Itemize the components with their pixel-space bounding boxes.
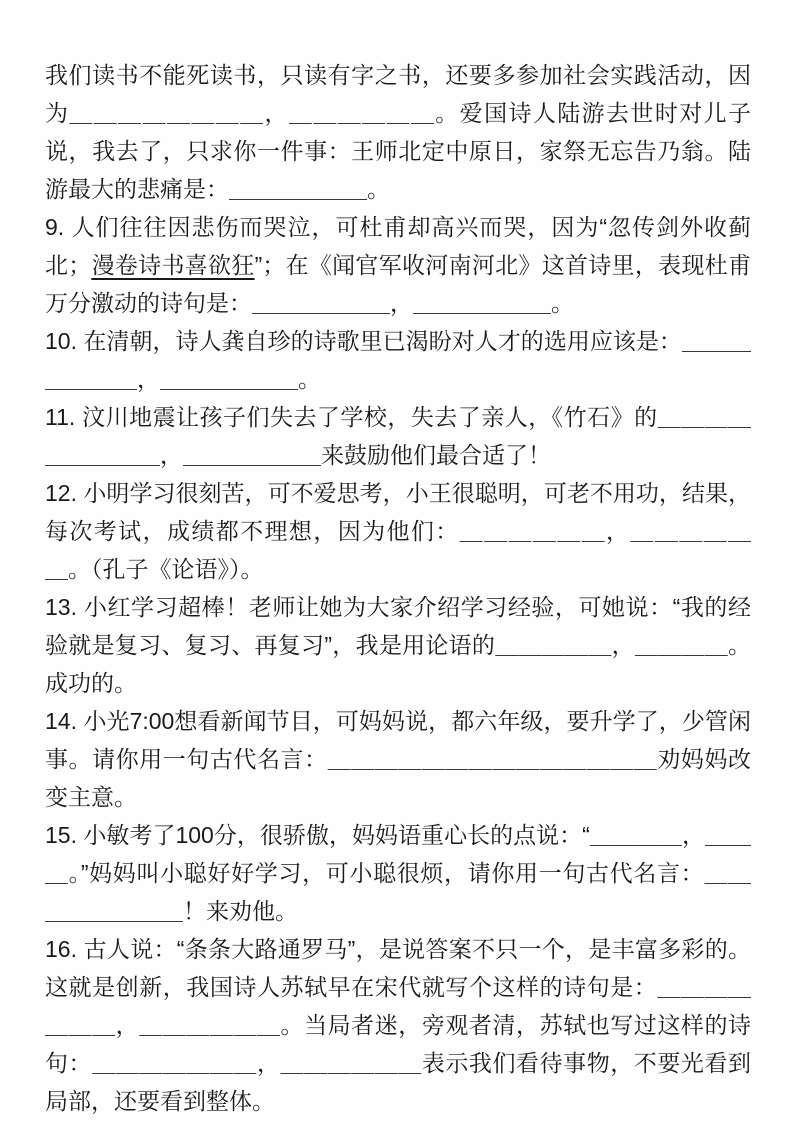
question-paragraph [45,56,751,208]
question-paragraph [45,322,751,398]
question-paragraph [45,588,751,702]
question-paragraph [45,702,751,816]
underlined-phrase: 漫卷诗书喜欲狂 [91,252,255,278]
question-number: 13. [45,594,77,620]
question-text: 古人说：“条条大路通罗马”，是说答案不只一个，是丰富多彩的。这就是创新，我国诗人苏轼早在宋代就写个这样的诗句是：＿＿＿＿＿＿＿，＿＿＿＿＿＿。当局者迷，旁观者清，苏轼也写过这样的诗句：＿＿＿＿＿＿＿，＿＿＿＿＿＿表示我们看待事物，不要光看到局部，还要看到整体。 [45,936,751,1114]
question-text: ”；在《闻官军收河南河北》这首诗里，表现杜甫万分激动的诗句是：＿＿＿＿＿＿，＿＿＿＿＿＿。 [45,252,752,316]
question-number: 14. [45,708,77,734]
question-text: 汶川地震让孩子们失去了学校，失去了亲人，《竹石》的＿＿＿＿＿＿＿＿＿，＿＿＿＿＿＿来鼓励他们最合适了！ [45,404,751,468]
question-number: 16. [45,936,77,962]
question-text: 小明学习很刻苦，可不爱思考，小王很聪明，可老不用功，结果，每次考试，成绩都不理想，因为他们：＿＿＿＿＿＿，＿＿＿＿＿＿。（孔子《论语》）。 [45,480,751,582]
question-paragraph [45,930,751,1120]
question-text: 小红学习超棒！老师让她为大家介绍学习经验，可她说：“我的经验就是复习、复习、再复习”，我是用论语的＿＿＿＿＿，＿＿＿＿。成功的。 [45,594,751,696]
worksheet-text-block [45,56,751,1120]
question-paragraph [45,816,751,930]
question-number: 9. [45,214,65,240]
question-text: 我们读书不能死读书，只读有字之书，还要多参加社会实践活动，因为＿＿＿＿＿＿＿＿，＿＿＿＿＿＿。爱国诗人陆游去世时对儿子说，我去了，只求你一件事：王师北定中原日，家祭无忘告乃翁。陆游最大的悲痛是：＿＿＿＿＿＿。 [45,62,751,202]
question-paragraph [45,398,751,474]
question-text: 在清朝，诗人龚自珍的诗歌里已渴盼对人才的选用应该是：＿＿＿＿＿＿＿，＿＿＿＿＿＿。 [45,328,751,392]
question-text: 小光7:00想看新闻节目，可妈妈说，都六年级，要升学了，少管闲事。请你用一句古代名言：＿＿＿＿＿＿＿＿＿＿＿＿＿＿劝妈妈改变主意。 [45,708,751,810]
question-number: 12. [45,480,77,506]
question-paragraph [45,208,751,322]
question-text: 人们往往因悲伤而哭泣，可杜甫却高兴而哭，因为“忽传剑外收蓟北； [45,214,751,278]
question-number: 11. [45,404,76,430]
question-text: 小敏考了100分，很骄傲，妈妈语重心长的点说：“＿＿＿＿，＿＿＿。”妈妈叫小聪好好学习，可小聪很烦，请你用一句古代名言：＿＿＿＿＿＿＿＿！来劝他。 [45,822,751,924]
question-number: 15. [45,822,77,848]
question-number: 10. [45,328,77,354]
question-paragraph [45,474,751,588]
